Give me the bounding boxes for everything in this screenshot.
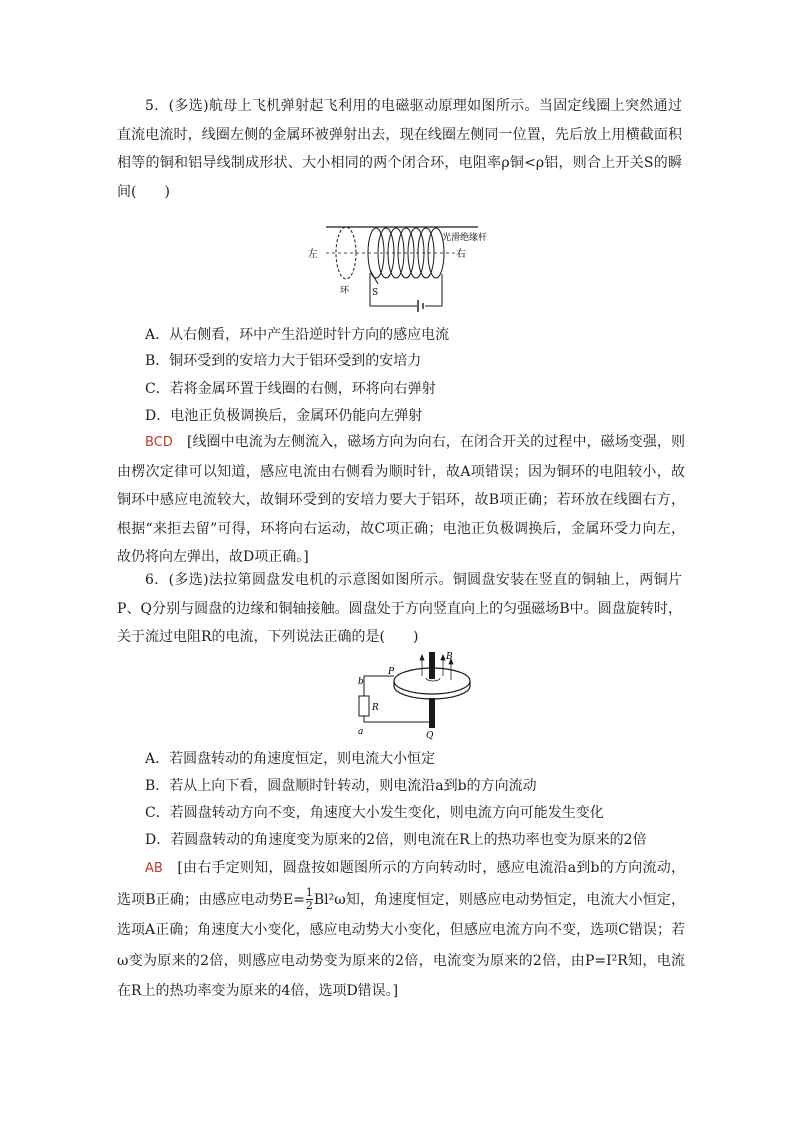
q6-explanation-part1: [由右手定则知，圆盘按如题图所示的方向转动时，感应电流沿a到b的方向流动，选项B正确；由感应电动势E= <box>117 860 685 908</box>
q5-coil-figure <box>300 218 500 314</box>
q5-option-a: A．从右侧看，环中产生沿逆时针方向的感应电流 <box>145 327 450 343</box>
label-rod: 光滑绝缘杆 <box>442 233 488 243</box>
question-5-stem: 5．(多选)航母上飞机弹射起飞利用的电磁驱动原理如图所示。当固定线圈上突然通过直流电流时，线圈左侧的金属环被弹射出去，现在线圈左侧同一位置，先后放上用横截面积相等的铜和铝导线制成形状、大小相同的两个闭合环，电阻率ρ铜<ρ铝，则合上开关S的瞬间( ) <box>117 98 682 200</box>
q5-explanation: [线圈中电流为左侧流入，磁场方向为向右，在闭合开关的过程中，磁场变强，则由楞次定律可以知道，感应电流由右侧看为顺时针，故A项错误；因为铜环的电阻较小，故铜环中感应电流较大，故铜环受到的安培力要大于铝环，故B项正确；若环放在线圈右方，根据“来拒去留”可得，环将向右运动，故C项正确；电池正负极调换后，金属环受力向左，故仍将向左弹出，故D项正确。] <box>117 434 685 565</box>
copper-axle-top <box>429 652 435 679</box>
q6-answer-key: AB <box>145 861 163 876</box>
q6-option-c: C．若圆盘转动方向不变，角速度大小发生变化，则电流方向可能发生变化 <box>145 805 604 821</box>
q6-option-a: A．若圆盘转动的角速度恒定，则电流大小恒定 <box>145 751 436 767</box>
q6-option-b: B．若从上向下看，圆盘顺时针转动，则电流沿a到b的方向流动 <box>145 778 537 794</box>
label-ring: 环 <box>340 286 350 296</box>
resistor-R <box>359 696 369 716</box>
q6-explanation-part2: Bl²ω知，角速度恒定，则感应电动势恒定，电流大小恒定，选项A正确；角速度大小变化，感应电动势大小变化，但感应电流方向不变，选项C错误；若ω变为原来的2倍，则感应电动势变为原来的2倍，电流变为原来的2倍，由P=I²R知，电流在R上的热功率变为原来的4倍，选项D错误。] <box>117 891 685 999</box>
label-b: b <box>358 677 364 687</box>
label-right: 右 <box>456 249 466 260</box>
q5-answer <box>117 428 685 572</box>
q5-answer-key: BCD <box>145 435 173 450</box>
q5-option-d: D．电池正负极调换后，金属环仍能向左弹射 <box>145 408 423 424</box>
q6-option-d: D．若圆盘转动的角速度变为原来的2倍，则电流在R上的热功率也变为原来的2倍 <box>145 832 647 848</box>
question-6-stem: 6．(多选)法拉第圆盘发电机的示意图如图所示。铜圆盘安装在竖直的铜轴上，两铜片P、Q分别与圆盘的边缘和铜轴接触。圆盘处于方向竖直向上的匀强磁场B中。圆盘旋转时，关于流过电阻R的电流，下列说法正确的是( ) <box>117 572 682 645</box>
label-a: a <box>358 727 364 737</box>
q6-disc-figure <box>350 650 480 740</box>
label-Q: Q <box>426 731 434 740</box>
label-P: P <box>388 667 395 677</box>
label-R: R <box>372 703 379 713</box>
switch-icon <box>370 270 378 284</box>
label-switch: S <box>372 288 379 298</box>
label-B: B <box>446 652 453 662</box>
q6-answer <box>117 853 685 1007</box>
q5-option-c: C．若将金属环置于线圈的右侧，环将向右弹射 <box>145 381 436 397</box>
label-left: 左 <box>308 249 318 260</box>
q5-option-b: B．铜环受到的安培力大于铝环受到的安培力 <box>145 353 422 369</box>
copper-axle-bottom <box>429 698 435 728</box>
fraction-one-half: $\frac{1}{2}$ <box>305 886 313 912</box>
